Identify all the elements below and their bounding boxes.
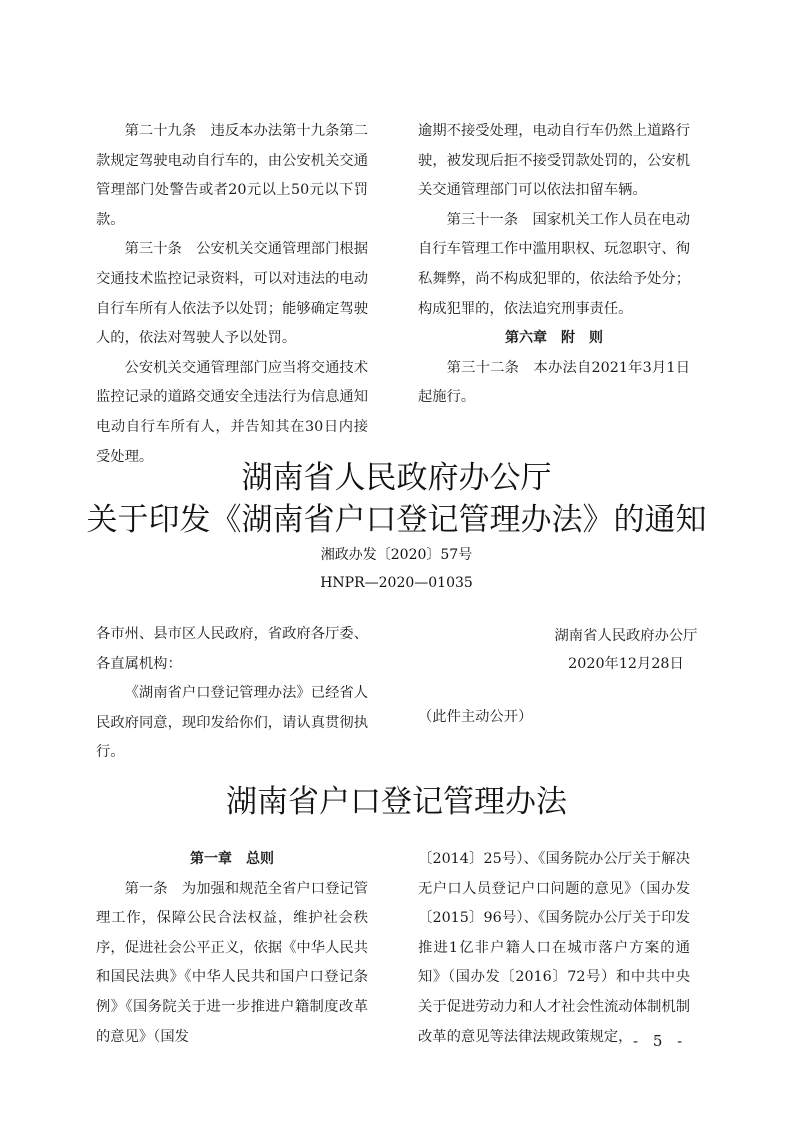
notice-body-column [96,620,368,768]
notice-body: 《湖南省户口登记管理办法》已经省人民政府同意，现印发给你们，请认真贯彻执行。 [96,685,368,761]
article-32: 第三十二条 本办法自2021年3月1日起施行。 [418,359,690,406]
article-30: 第三十条 公安机关交通管理部门根据交通技术监控记录资料，可以对违法的电动自行车所有人依法予以处罚；能够确定驾驶人的，依法对驾驶人予以处罚。 [96,241,368,347]
top-right-column [418,117,690,413]
notice-title-line2: 关于印发《湖南省户口登记管理办法》的通知 [86,502,707,538]
issuing-authority: 湖南省人民政府办公厅 [554,628,698,644]
hnpr-number: HNPR—2020—01035 [320,575,473,591]
article-1-continuation: 〔2014〕25号）、《国务院办公厅关于解决无户口人员登记户口问题的意见》（国办发〔2015〕96号）、《国务院办公厅关于印发推进1亿非户籍人口在城市落户方案的通知》（国办发〔2016〕72号）和中共中央关于促进劳动力和人才社会性流动体制机制改革的意见等法律法规政策规定， [418,851,690,1045]
addressee: 各市州、县市区人民政府，省政府各厅委、各直属机构： [96,626,368,672]
notice-title-line1: 湖南省人民政府办公厅 [241,460,552,496]
measures-left-column [96,845,368,1052]
top-left-column [96,117,368,472]
issue-date: 2020年12月28日 [568,656,684,672]
article-31: 第三十一条 国家机关工作人员在电动自行车管理工作中滥用职权、玩忽职守、徇私舞弊，尚不构成犯罪的，依法给予处分；构成犯罪的，依法追究刑事责任。 [418,211,690,317]
page-number: - 5 - [633,1032,688,1050]
document-number: 湘政办发〔2020〕57号 [320,547,473,563]
measures-right-column [418,845,690,1052]
article-30-para2: 公安机关交通管理部门应当将交通技术监控记录的道路交通安全违法行为信息通知电动自行车所有人，并告知其在30日内接受处理。 [96,359,368,465]
article-30-continuation: 逾期不接受处理，电动自行车仍然上道路行驶，被发现后拒不接受罚款处罚的，公安机关交通管理部门可以依法扣留车辆。 [418,123,690,199]
article-29: 第二十九条 违反本办法第十九条第二款规定驾驶电动自行车的，由公安机关交通管理部门处警告或者20元以上50元以下罚款。 [96,123,368,228]
chapter-1-heading: 第一章 总则 [190,851,274,867]
publicity-note: （此件主动公开） [418,709,533,725]
article-1: 第一条 为加强和规范全省户口登记管理工作，保障公民合法权益，维护社会秩序，促进社会公平正义，依据《中华人民共和国民法典》《中华人民共和国户口登记条例》《国务院关于进一步推进户籍制度改革的意见》（国发 [96,880,368,1045]
measures-title: 湖南省户口登记管理办法 [226,784,567,820]
chapter-6-heading: 第六章 附 则 [505,330,603,347]
